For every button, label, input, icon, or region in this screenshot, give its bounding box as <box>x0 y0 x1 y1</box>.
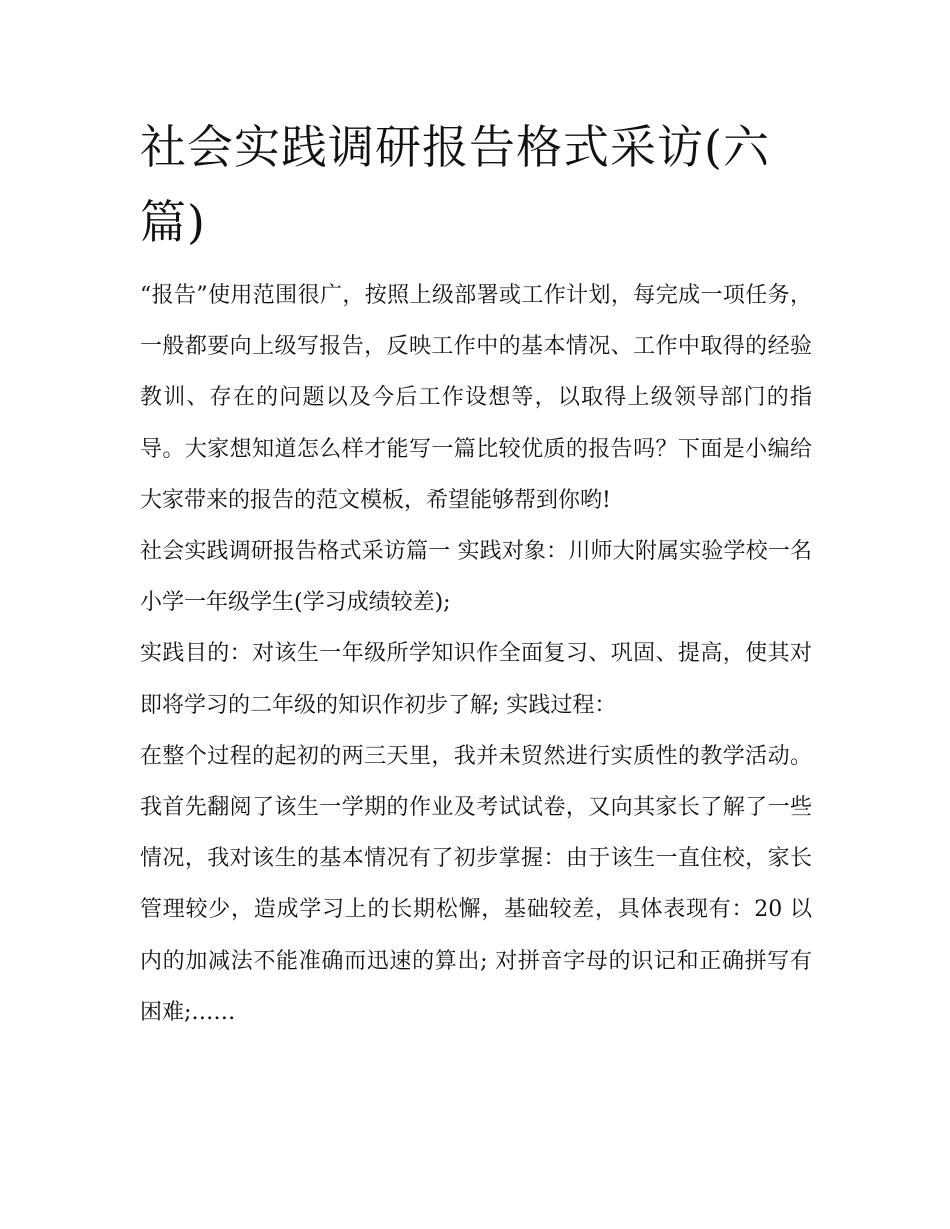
document-title: 社会实践调研报告格式采访(六篇) <box>140 120 770 249</box>
intro-paragraph: “报告”使用范围很广，按照上级部署或工作计划，每完成一项任务，一般都要向上级写报告，反映工作中的基本情况、工作中取得的经验教训、存在的问题以及今后工作设想等，以取得上级领导部门的指导。大家想知道怎么样才能写一篇比较优质的报告吗？下面是小编给大家带来的报告的范文模板，希望能够帮到你哟! <box>140 283 812 513</box>
practice-subject-paragraph: 社会实践调研报告格式采访篇一 实践对象：川师大附属实验学校一名小学一年级学生(学习成绩较差); <box>140 539 812 616</box>
practice-process-paragraph: 在整个过程的起初的两三天里，我并未贸然进行实质性的教学活动。我首先翻阅了该生一学期的作业及考试试卷，又向其家长了解了一些情况，我对该生的基本情况有了初步掌握：由于该生一直住校，家长管理较少，造成学习上的长期松懈，基础较差，具体表现有：20 以内的加减法不能准确而迅速的算出; 对拼音字母的识记和正确拼写有困难;…… <box>140 743 812 1025</box>
document-page <box>140 110 812 1038</box>
practice-purpose-paragraph: 实践目的：对该生一年级所学知识作全面复习、巩固、提高，使其对即将学习的二年级的知识作初步了解; 实践过程： <box>140 641 812 718</box>
document-body <box>140 270 812 1038</box>
